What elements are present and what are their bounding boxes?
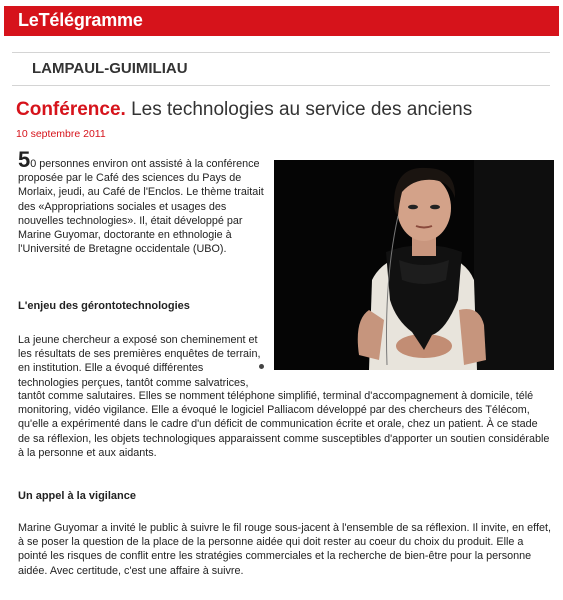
bullet-dot (259, 364, 264, 369)
brand-logo[interactable]: LeTélégramme (18, 10, 143, 30)
dropcap: 5 (18, 147, 31, 172)
paragraph-3: Marine Guyomar a invité le public à suivre le fil rouge sous-jacent à l'ensemble de sa réflexion. Il invite, en effet, à se poser la question de la place de la personne aidée qui doit rester au coeur du choix du produit. Elle a pointé les risques de conflit entre les stratégies commerciales et la recherche de bien-être pour la personne aidée. Avec certitude, c'est une affaire à suivre. (18, 522, 551, 577)
headline-kicker: Conférence. (16, 99, 126, 120)
photo-illustration (274, 160, 554, 370)
brand-bar (4, 6, 559, 36)
subheading-gerontotech: L'enjeu des gérontotechnologies (18, 300, 190, 312)
article-headline (16, 98, 556, 122)
paragraph-2-continued: tantôt comme salutaires. Elles se nomment téléphone simplifié, terminal d'accompagnement à domicile, télé monitoring, vidéo vigilance. Elle a évoqué le logiciel Palliacom développé par des chercheurs des Télécom, qu'elle a expérimenté dans le cadre d'un déficit de communication écrite et orale, chez un patient. À ce stade de sa réflexion, les objets technologiques apparaissent comme susceptibles d'apporter un soutien considérable à la personne et aux aidants. (18, 390, 550, 459)
locality-header (12, 52, 550, 86)
intro-text: 0 personnes environ ont assisté à la conférence proposée par le Café des sciences du Pays de Morlaix, jeudi, au Café de l'Enclos. Le thème traitait des «Appropriations sociales et usages des nouvelles technologies». Il, était développé par Marine Guyomar, doctorante en ethnologie à l'Université de Bretagne occidentale (UBO). (18, 158, 264, 256)
subheading-vigilance: Un appel à la vigilance (18, 490, 136, 502)
article-intro (18, 147, 266, 256)
headline-title: Les technologies au service des anciens (131, 99, 473, 120)
paragraph-2-start: La jeune chercheur a exposé son cheminement et les résultats de ses premières enquêtes de terrain, en institution. Elle a évoqué différentes technologies perçues, tantôt comme salvatrices, (18, 334, 261, 389)
article-photo[interactable] (274, 160, 554, 370)
article-date: 10 septembre 2011 (16, 128, 106, 140)
locality-title: LAMPAUL-GUIMILIAU (32, 60, 188, 77)
